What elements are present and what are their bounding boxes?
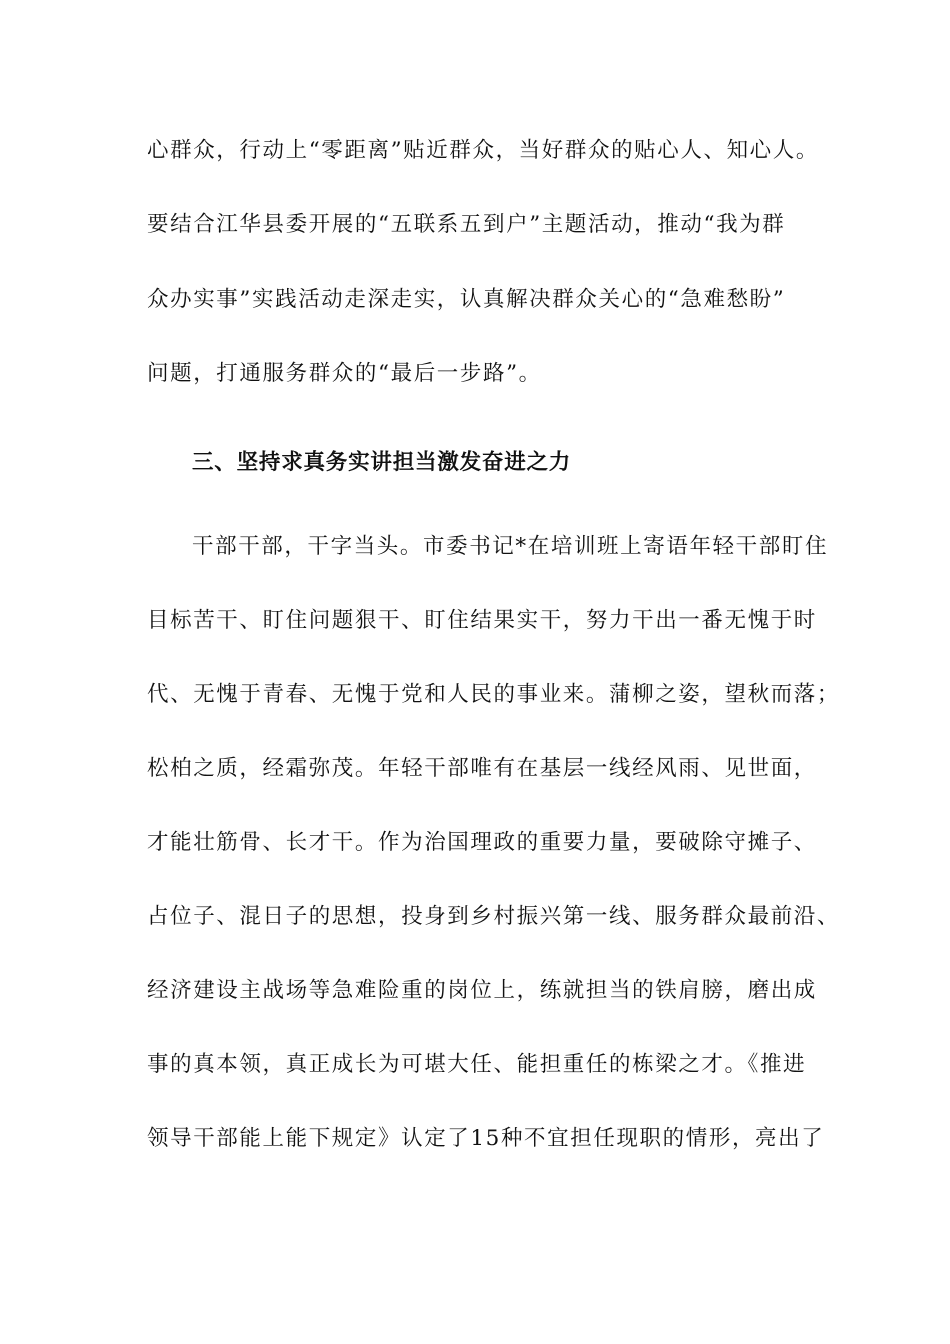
body-text-line: 才能壮筋骨、长才干。作为治国理政的重要力量，要破除守摊子、	[147, 830, 817, 855]
body-text-line: 领导干部能上能下规定》认定了15种不宜担任现职的情形，亮出了	[147, 1126, 825, 1151]
body-text-line: 占位子、混日子的思想，投身到乡村振兴第一线、服务群众最前沿、	[147, 904, 841, 929]
body-text-line: 松柏之质，经霜弥茂。年轻干部唯有在基层一线经风雨、见世面，	[147, 756, 817, 781]
body-text-line: 问题，打通服务群众的“最后一步路”。	[147, 361, 542, 386]
body-text-line: 众办实事”实践活动走深走实，认真解决群众关心的“急难愁盼”	[147, 287, 786, 312]
body-text-line: 目标苦干、盯住问题狠干、盯住结果实干，努力干出一番无愧于时	[147, 608, 817, 633]
body-text-line: 经济建设主战场等急难险重的岗位上，练就担当的铁肩膀，磨出成	[147, 978, 817, 1003]
body-text-line: 要结合江华县委开展的“五联系五到户”主题活动，推动“我为群	[147, 212, 786, 237]
body-text-line: 代、无愧于青春、无愧于党和人民的事业来。蒲柳之姿，望秋而落；	[147, 682, 841, 707]
section-heading: 三、坚持求真务实讲担当激发奋进之力	[192, 450, 572, 475]
body-text-line: 干部干部，干字当头。市委书记*在培训班上寄语年轻干部盯住	[192, 534, 829, 559]
body-text-line: 心群众，行动上“零距离”贴近群众，当好群众的贴心人、知心人。	[147, 138, 819, 163]
body-text-line: 事的真本领，真正成长为可堪大任、能担重任的栋梁之才。《推进	[147, 1052, 807, 1077]
